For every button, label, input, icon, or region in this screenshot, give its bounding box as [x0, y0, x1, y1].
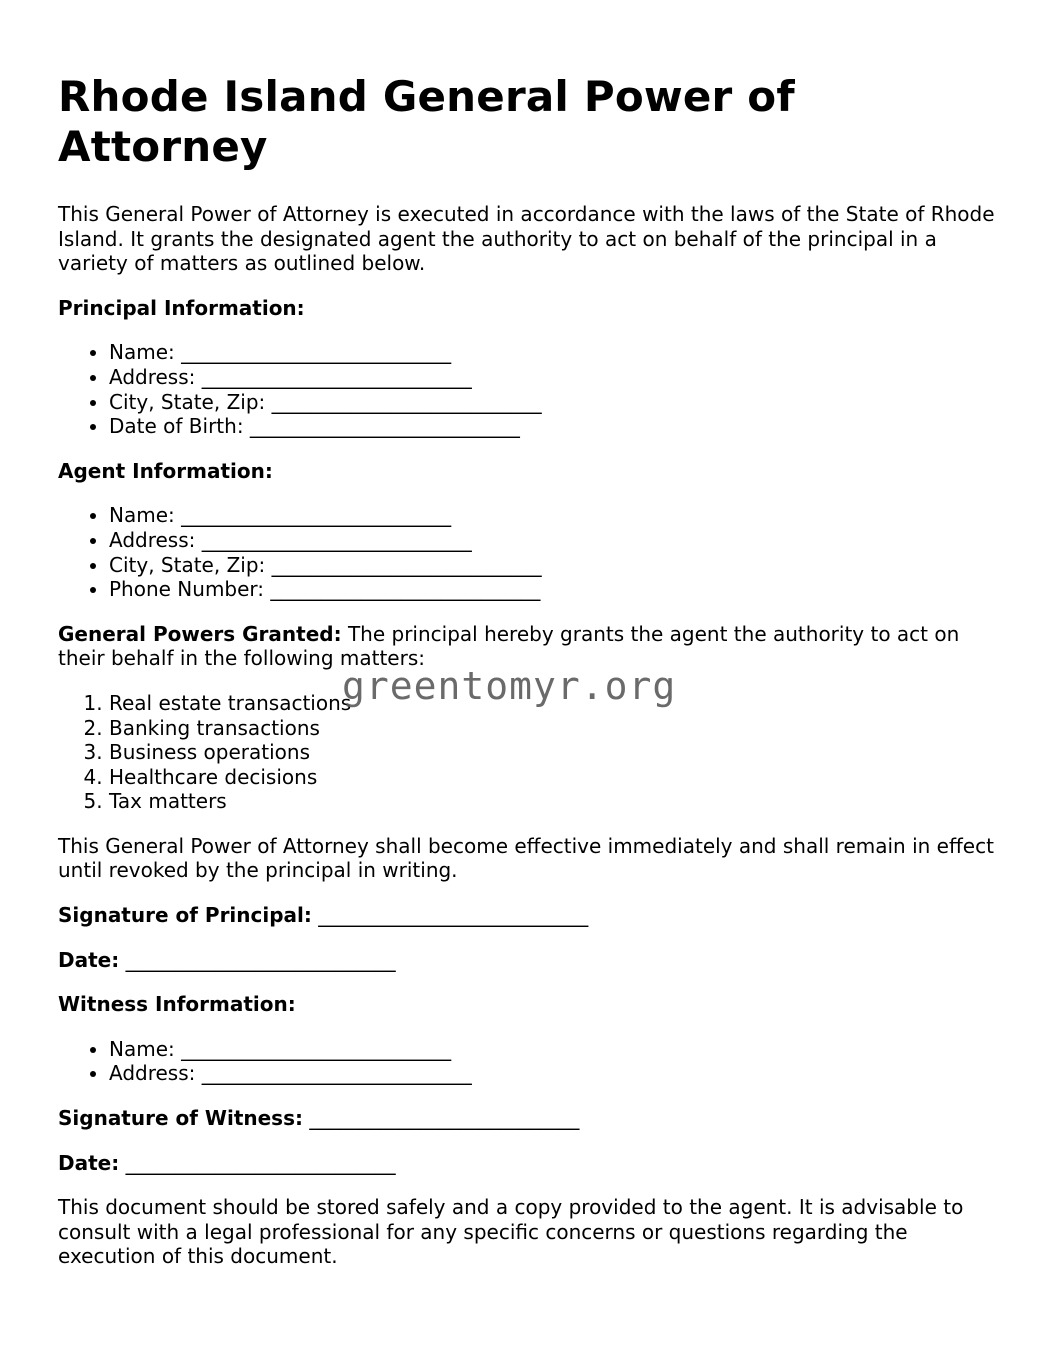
witness-date-line	[58, 1151, 998, 1176]
witness-signature-label: Signature of Witness:	[58, 1106, 303, 1131]
agent-phone-field: • Phone Number: ___________________________	[109, 577, 998, 602]
principal-name-field: • Name: ___________________________	[109, 340, 998, 365]
witness-signature-line	[58, 1106, 998, 1131]
intro-paragraph: This General Power of Attorney is executed in accordance with the laws of the State of Rhode Island. It grants the designated agent the authority to act on behalf of the principal in a variety of matters as outlined below.	[58, 202, 995, 276]
powers-heading: General Powers Granted:	[58, 621, 342, 646]
principal-date-blank: ___________________________	[119, 947, 396, 972]
agent-heading: Agent Information:	[58, 458, 273, 483]
witness-name-field: • Name: ___________________________	[109, 1037, 998, 1062]
witness-date-blank: ___________________________	[119, 1150, 396, 1175]
powers-list	[58, 691, 998, 814]
principal-signature-label: Signature of Principal:	[58, 903, 312, 928]
agent-name-field: • Name: ___________________________	[109, 503, 998, 528]
powers-text: The principal hereby grants the agent the authority to act on their behalf in the following matters:	[58, 621, 960, 671]
principal-address-field: • Address: ___________________________	[109, 365, 998, 390]
principal-signature-line	[58, 903, 998, 928]
power-item: 1. Real estate transactions	[109, 691, 998, 716]
witness-heading: Witness Information:	[58, 992, 296, 1017]
power-item: 4. Healthcare decisions	[109, 765, 998, 790]
effective-paragraph: This General Power of Attorney shall become effective immediately and shall remain in effect until revoked by the principal in writing.	[58, 833, 994, 883]
witness-address-field: • Address: ___________________________	[109, 1061, 998, 1086]
witness-fields-list	[58, 1037, 998, 1086]
agent-fields-list	[58, 503, 998, 601]
principal-signature-blank: ___________________________	[311, 903, 589, 928]
principal-date-label: Date:	[58, 947, 120, 972]
power-item: 5. Tax matters	[109, 789, 998, 814]
principal-date-line	[58, 948, 998, 973]
principal-heading: Principal Information:	[58, 295, 305, 320]
document-title: Rhode Island General Power of Attorney	[58, 72, 795, 171]
agent-city-state-zip-field: • City, State, Zip: ___________________________	[109, 553, 998, 578]
agent-address-field: • Address: ___________________________	[109, 528, 998, 553]
witness-date-label: Date:	[58, 1150, 120, 1175]
watermark: greentomyr.org	[342, 664, 677, 708]
principal-city-state-zip-field: • City, State, Zip: ___________________________	[109, 390, 998, 415]
power-item: 3. Business operations	[109, 740, 998, 765]
power-item: 2. Banking transactions	[109, 716, 998, 741]
witness-signature-blank: ___________________________	[303, 1106, 580, 1131]
closing-paragraph: This document should be stored safely and a copy provided to the agent. It is advisable to consult with a legal professional for any specific concerns or questions regarding the execution of this document.	[58, 1195, 964, 1269]
principal-dob-field: • Date of Birth: ___________________________	[109, 414, 998, 439]
principal-fields-list	[58, 340, 998, 438]
